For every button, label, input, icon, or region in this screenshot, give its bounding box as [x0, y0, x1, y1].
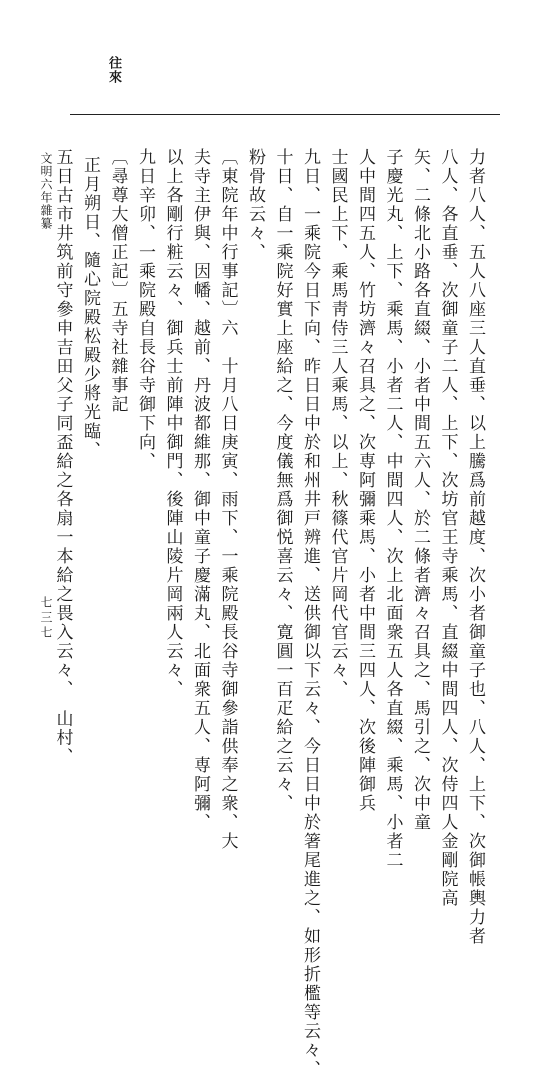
text-column: 力者八人、五人八座三人直垂、以上騰爲前越度、次小者御童子也、八人、上下、次御帳輿力者 — [465, 148, 485, 946]
text-column: 以上各剛行粧云々、御兵士前陣中御門、後陣山陵片岡兩人云々、 — [162, 148, 183, 699]
book-title: 文明六年雜纂 — [39, 152, 53, 230]
text-column: 十日、自一乘院好實上座給之、今度儀無爲御悦喜云々、寛圓一百疋給之云々、 — [272, 148, 293, 813]
section-heading-column: 〔東院年中行事記〕六 十月八日庚寅、雨下、一乘院殿長谷寺御參詣供奉之衆、大 — [217, 148, 238, 851]
text-column: 五日古市井筑前守參申吉田父子同盃給之各扇一本給之畏入云々、 山村、 — [52, 148, 73, 767]
page-header-title: 往來 — [106, 56, 121, 84]
text-column: 夫寺主伊與、因幡、越前、丹波都維那、御中童子慶滿丸、北面衆五人、専阿彌、 — [190, 148, 210, 832]
text-column: 九日辛卯、一乘院殿自長谷寺御下向、 — [135, 148, 155, 471]
text-column: 粉骨故云々、 — [245, 148, 265, 262]
text-column: 矢、二條北小路各直綴、小者中間五六人、於二條者濟々召具之、馬引之、次中童 — [410, 148, 430, 832]
header-rule — [70, 114, 500, 115]
body-text — [52, 148, 488, 1079]
text-column: 子慶光丸、上下、乘馬、小者二人、中間四人、次上北面衆五人各直綴、乘馬、小者二 — [382, 148, 403, 870]
page-number: 七三七 — [39, 596, 53, 641]
text-column: 九日、一乘院今日下向、昨日日中於和州井戸辨進、送供御以下云々、今日日中於箸尾進之、如形折檻等云々、 — [300, 148, 320, 1079]
text-column: 人中間四五人、竹坊濟々召具之、次専阿彌乘馬、小者中間三四人、次後陣御兵 — [355, 148, 375, 813]
text-column: 八人、各直垂、次御童子二人、上下、次坊官王寺乘馬、直綴中間四人、次侍四人金剛院高 — [437, 148, 458, 908]
section-heading-column: 〔尋尊大僧正記〕五寺社雜事記 — [107, 148, 128, 414]
text-column: 正月朔日、隨心院殿松殿少將光臨、 — [80, 156, 100, 460]
text-column: 士國民上下、乘馬靑侍三人乘馬、以上、秋篠代官片岡代官云々、 — [327, 148, 348, 699]
